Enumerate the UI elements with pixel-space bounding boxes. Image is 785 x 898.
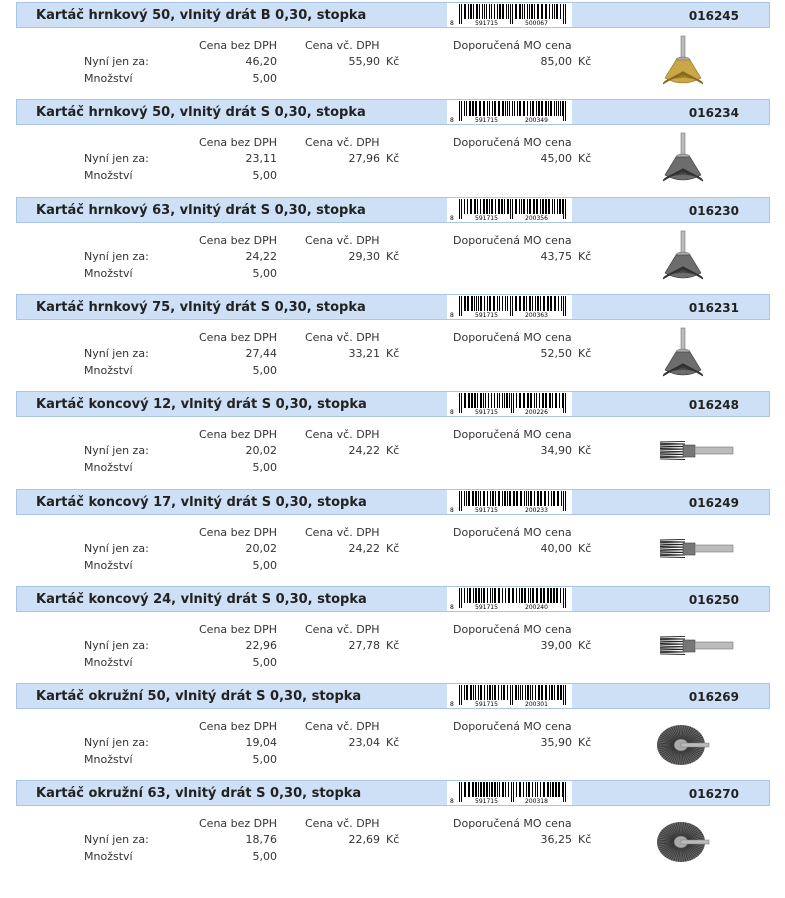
price-without-vat: 18,76: [245, 833, 277, 847]
barcode-digit: 8: [450, 311, 454, 319]
product-name: Kartáč okružní 50, vlnitý drát S 0,30, stopka: [36, 689, 362, 705]
barcode-left-digits: 591715: [475, 506, 498, 514]
quantity-label: Množství: [84, 850, 133, 864]
barcode-digit: 8: [450, 214, 454, 222]
price-with-vat: 27,78: [348, 638, 380, 652]
barcode-right-digits: 500067: [525, 20, 548, 27]
recommended-price: 36,25: [540, 833, 572, 847]
currency-label: Kč: [386, 55, 400, 68]
barcode: [447, 392, 572, 416]
price-without-vat: 20,02: [245, 444, 277, 458]
recommended-price: 43,75: [540, 249, 572, 263]
currency-label: Kč: [578, 152, 592, 166]
price-without-vat: 22,96: [245, 638, 277, 652]
now-only-label: Nyní jen za:: [84, 152, 149, 166]
price-with-vat: 22,69: [348, 833, 380, 847]
quantity-label: Množství: [84, 72, 133, 85]
currency-label: Kč: [578, 736, 592, 750]
product-code: 016270: [688, 787, 739, 802]
recommended-price-label: Doporučená MO cena: [453, 622, 572, 636]
quantity-label: Množství: [84, 558, 133, 572]
currency-label: Kč: [386, 444, 400, 458]
product-code: 016269: [688, 690, 739, 705]
quantity-value: 5,00: [252, 72, 277, 85]
price-with-vat-label: Cena vč. DPH: [305, 330, 380, 344]
end-brush-icon: [655, 423, 735, 479]
price-without-vat-label: Cena bez DPH: [199, 330, 278, 344]
quantity-value: 5,00: [252, 558, 277, 572]
currency-label: Kč: [578, 346, 592, 360]
quantity-label: Množství: [84, 363, 133, 377]
barcode-digit: 8: [450, 603, 454, 611]
barcode-left-digits: 591715: [475, 798, 498, 806]
recommended-price: 45,00: [540, 152, 572, 166]
recommended-price-label: Doporučená MO cena: [453, 39, 572, 52]
price-with-vat-label: Cena vč. DPH: [305, 817, 380, 831]
recommended-price-label: Doporučená MO cena: [453, 233, 572, 247]
product-name: Kartáč hrnkový 50, vlnitý drát B 0,30, stopka: [36, 8, 367, 23]
product-entry-016269: [0, 681, 785, 778]
barcode: [447, 198, 572, 222]
quantity-value: 5,00: [252, 461, 277, 475]
end-brush-icon: [655, 618, 735, 674]
price-with-vat-label: Cena vč. DPH: [305, 233, 380, 247]
quantity-value: 5,00: [252, 753, 277, 767]
currency-label: Kč: [386, 736, 400, 750]
recommended-price-label: Doporučená MO cena: [453, 136, 572, 150]
product-entry-016230: [0, 195, 785, 292]
currency-label: Kč: [386, 541, 400, 555]
recommended-price: 52,50: [540, 346, 572, 360]
price-without-vat-label: Cena bez DPH: [199, 136, 278, 150]
product-header: [16, 2, 770, 28]
price-without-vat: 19,04: [245, 736, 277, 750]
quantity-value: 5,00: [252, 266, 277, 280]
barcode-right-digits: 200226: [525, 409, 548, 417]
product-header: [16, 780, 770, 806]
barcode-left-digits: 591715: [475, 409, 498, 417]
product-name: Kartáč hrnkový 75, vlnitý drát S 0,30, stopka: [36, 299, 366, 315]
product-entry-016245: [0, 0, 785, 97]
recommended-price-label: Doporučená MO cena: [453, 720, 572, 734]
price-without-vat-label: Cena bez DPH: [199, 622, 278, 636]
now-only-label: Nyní jen za:: [84, 55, 149, 68]
currency-label: Kč: [578, 833, 592, 847]
barcode-left-digits: 591715: [475, 311, 498, 319]
barcode: [447, 3, 572, 27]
price-with-vat: 24,22: [348, 541, 380, 555]
currency-label: Kč: [386, 833, 400, 847]
recommended-price-label: Doporučená MO cena: [453, 525, 572, 539]
barcode: [447, 100, 572, 124]
price-with-vat-label: Cena vč. DPH: [305, 622, 380, 636]
price-without-vat-label: Cena bez DPH: [199, 720, 278, 734]
product-name: Kartáč hrnkový 63, vlnitý drát S 0,30, stopka: [36, 202, 366, 218]
product-name: Kartáč okružní 63, vlnitý drát S 0,30, stopka: [36, 786, 362, 802]
product-code: 016234: [688, 106, 739, 121]
recommended-price: 35,90: [540, 736, 572, 750]
barcode-left-digits: 591715: [475, 701, 498, 709]
price-without-vat-label: Cena bez DPH: [199, 39, 278, 52]
quantity-value: 5,00: [252, 655, 277, 669]
barcode-digit: 8: [450, 701, 454, 709]
steel-cup-brush-icon: [655, 326, 711, 382]
quantity-label: Množství: [84, 169, 133, 183]
currency-label: Kč: [578, 249, 592, 263]
currency-label: Kč: [578, 638, 592, 652]
currency-label: Kč: [578, 541, 592, 555]
wheel-brush-icon: [655, 812, 711, 868]
quantity-value: 5,00: [252, 850, 277, 864]
barcode: [447, 587, 572, 611]
product-header: [16, 489, 770, 515]
price-with-vat-label: Cena vč. DPH: [305, 720, 380, 734]
barcode-right-digits: 200356: [525, 214, 548, 222]
currency-label: Kč: [386, 152, 400, 166]
price-without-vat: 23,11: [245, 152, 277, 166]
barcode-digit: 8: [450, 20, 454, 27]
barcode-digit: 8: [450, 506, 454, 514]
price-with-vat-label: Cena vč. DPH: [305, 525, 380, 539]
product-entry-016249: [0, 487, 785, 584]
product-code: 016248: [688, 398, 739, 413]
now-only-label: Nyní jen za:: [84, 249, 149, 263]
barcode: [447, 781, 572, 805]
product-name: Kartáč koncový 12, vlnitý drát S 0,30, stopka: [36, 397, 367, 413]
barcode-right-digits: 200233: [525, 506, 548, 514]
barcode-right-digits: 200301: [525, 701, 548, 709]
product-code: 016250: [688, 592, 739, 607]
product-header: [16, 294, 770, 320]
barcode-right-digits: 200318: [525, 798, 548, 806]
now-only-label: Nyní jen za:: [84, 638, 149, 652]
now-only-label: Nyní jen za:: [84, 444, 149, 458]
barcode-left-digits: 591715: [475, 117, 498, 125]
now-only-label: Nyní jen za:: [84, 833, 149, 847]
steel-cup-brush-icon: [655, 131, 711, 187]
product-code: 016249: [688, 495, 739, 510]
price-with-vat: 29,30: [348, 249, 380, 263]
barcode-digit: 8: [450, 409, 454, 417]
barcode-left-digits: 591715: [475, 20, 498, 27]
recommended-price-label: Doporučená MO cena: [453, 428, 572, 442]
price-without-vat-label: Cena bez DPH: [199, 428, 278, 442]
product-name: Kartáč hrnkový 50, vlnitý drát S 0,30, stopka: [36, 105, 366, 121]
price-with-vat: 55,90: [348, 55, 380, 68]
product-header: [16, 683, 770, 709]
steel-cup-brush-icon: [655, 229, 711, 285]
price-with-vat: 23,04: [348, 736, 380, 750]
quantity-label: Množství: [84, 266, 133, 280]
product-entry-016248: [0, 389, 785, 486]
now-only-label: Nyní jen za:: [84, 736, 149, 750]
quantity-label: Množství: [84, 655, 133, 669]
barcode-left-digits: 591715: [475, 603, 498, 611]
product-entry-016234: [0, 97, 785, 194]
quantity-label: Množství: [84, 461, 133, 475]
price-without-vat-label: Cena bez DPH: [199, 233, 278, 247]
product-code: 016231: [688, 300, 739, 315]
barcode-right-digits: 200363: [525, 311, 548, 319]
recommended-price: 85,00: [540, 55, 572, 68]
product-entry-016231: [0, 292, 785, 389]
price-with-vat-label: Cena vč. DPH: [305, 428, 380, 442]
recommended-price: 39,00: [540, 638, 572, 652]
price-without-vat: 27,44: [245, 346, 277, 360]
product-entry-016250: [0, 584, 785, 681]
price-with-vat-label: Cena vč. DPH: [305, 136, 380, 150]
price-without-vat: 24,22: [245, 249, 277, 263]
price-with-vat: 33,21: [348, 346, 380, 360]
barcode: [447, 295, 572, 319]
quantity-value: 5,00: [252, 169, 277, 183]
recommended-price: 34,90: [540, 444, 572, 458]
quantity-value: 5,00: [252, 363, 277, 377]
price-without-vat-label: Cena bez DPH: [199, 817, 278, 831]
currency-label: Kč: [386, 638, 400, 652]
barcode-digit: 8: [450, 117, 454, 125]
currency-label: Kč: [386, 249, 400, 263]
barcode-right-digits: 200349: [525, 117, 548, 125]
currency-label: Kč: [578, 55, 592, 68]
price-with-vat: 24,22: [348, 444, 380, 458]
product-code: 016230: [688, 203, 739, 218]
product-header: [16, 391, 770, 417]
recommended-price-label: Doporučená MO cena: [453, 330, 572, 344]
price-without-vat: 46,20: [245, 55, 277, 68]
end-brush-icon: [655, 521, 735, 577]
barcode-left-digits: 591715: [475, 214, 498, 222]
quantity-label: Množství: [84, 753, 133, 767]
barcode-right-digits: 200240: [525, 603, 548, 611]
price-with-vat-label: Cena vč. DPH: [305, 39, 380, 52]
product-name: Kartáč koncový 24, vlnitý drát S 0,30, stopka: [36, 591, 367, 607]
barcode-digit: 8: [450, 798, 454, 806]
recommended-price-label: Doporučená MO cena: [453, 817, 572, 831]
product-entry-016270: [0, 778, 785, 875]
product-header: [16, 197, 770, 223]
product-header: [16, 586, 770, 612]
currency-label: Kč: [578, 444, 592, 458]
product-code: 016245: [688, 9, 739, 23]
barcode: [447, 490, 572, 514]
product-header: [16, 99, 770, 125]
price-without-vat-label: Cena bez DPH: [199, 525, 278, 539]
recommended-price: 40,00: [540, 541, 572, 555]
brass-cup-brush-icon: [655, 34, 711, 90]
price-with-vat: 27,96: [348, 152, 380, 166]
currency-label: Kč: [386, 346, 400, 360]
product-name: Kartáč koncový 17, vlnitý drát S 0,30, stopka: [36, 494, 367, 510]
price-without-vat: 20,02: [245, 541, 277, 555]
wheel-brush-icon: [655, 715, 711, 771]
now-only-label: Nyní jen za:: [84, 541, 149, 555]
barcode: [447, 684, 572, 708]
now-only-label: Nyní jen za:: [84, 346, 149, 360]
